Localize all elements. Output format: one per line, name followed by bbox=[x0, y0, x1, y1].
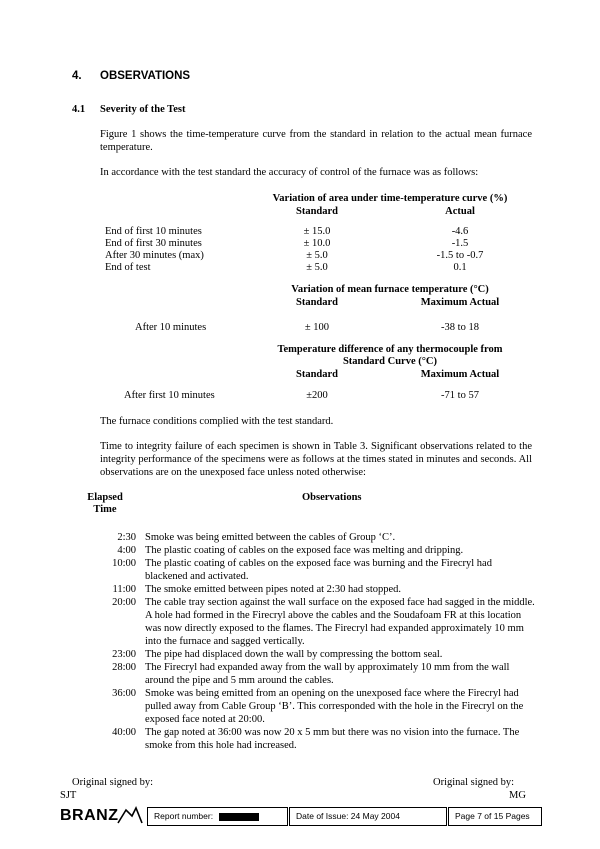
row-standard: ±200 bbox=[306, 390, 328, 401]
report-number-cell bbox=[147, 807, 288, 826]
list-item bbox=[80, 531, 540, 544]
observation-text: The plastic coating of cables on the exposed face was burning and the Firecryl had blackened and activated. bbox=[145, 558, 492, 582]
observation-time: 11:00 bbox=[112, 584, 136, 595]
list-item bbox=[80, 583, 540, 596]
observation-time: 36:00 bbox=[112, 688, 136, 699]
paragraph-accuracy: In accordance with the test standard the accuracy of control of the furnace was as follows: bbox=[100, 167, 479, 178]
table-row bbox=[0, 321, 600, 334]
report-number-label: Report number: bbox=[154, 811, 214, 821]
column-header-actual: Maximum Actual bbox=[420, 369, 500, 380]
observation-text: The gap noted at 36:00 was now 20 x 5 mm but there was no vision into the furnace. The smoke from this hole had increased. bbox=[145, 727, 520, 751]
observation-text: Smoke was being emitted between the cables of Group ‘C’. bbox=[145, 532, 396, 543]
house-logo-icon bbox=[117, 806, 143, 824]
table-row bbox=[0, 261, 600, 274]
row-standard: ± 15.0 bbox=[303, 226, 331, 237]
observation-text: The Firecryl had expanded away from the wall by approximately 10 mm from the wall around the pipe and 5 mm around the cables. bbox=[145, 662, 510, 686]
column-header-actual: Maximum Actual bbox=[420, 297, 500, 308]
row-label: After first 10 minutes bbox=[124, 390, 215, 401]
table-title-line2: Standard Curve (°C) bbox=[342, 356, 438, 367]
column-header-standard: Standard bbox=[295, 297, 338, 308]
observation-time: 2:30 bbox=[117, 532, 136, 543]
row-actual: 0.1 bbox=[453, 262, 467, 273]
table-row bbox=[0, 389, 600, 402]
table-title: Variation of area under time-temperature curve (%) bbox=[272, 193, 508, 204]
list-item bbox=[80, 687, 540, 726]
observation-time: 28:00 bbox=[112, 662, 136, 673]
list-item bbox=[80, 648, 540, 661]
row-standard: ± 5.0 bbox=[306, 250, 328, 261]
observations-time-header: Elapsed bbox=[87, 492, 123, 503]
observations-header: Observations bbox=[302, 492, 362, 503]
row-actual: -38 to 18 bbox=[441, 322, 479, 333]
row-standard: ± 10.0 bbox=[303, 238, 331, 249]
signature-left-label: Original signed by: bbox=[72, 777, 154, 788]
observations-list bbox=[80, 531, 540, 752]
observation-text: Smoke was being emitted from an opening on the unexposed face where the Firecryl had pulled away from Cable Group ‘B’. This corresponded with the hole in the Firecryl on the exposed face noted at 20:00. bbox=[145, 688, 524, 725]
observation-text: The cable tray section against the wall surface on the exposed face had sagged in the middle. A hole had formed in the Firecryl above the cables and the Soudafoam FR at this location was now directly exposed to the flames. The Firecryl had expanded approximately 10 mm into the furnace and sagged vertically. bbox=[145, 597, 535, 647]
observation-time: 40:00 bbox=[112, 727, 136, 738]
row-standard: ± 5.0 bbox=[306, 262, 328, 273]
redacted-block bbox=[219, 813, 259, 821]
observation-time: 4:00 bbox=[117, 545, 136, 556]
row-label: After 10 minutes bbox=[135, 322, 207, 333]
signature-right-label: Original signed by: bbox=[433, 777, 515, 788]
table-title: Temperature difference of any thermocouple from bbox=[277, 344, 503, 355]
row-actual: -1.5 bbox=[451, 238, 469, 249]
signature-right-name: MG bbox=[509, 790, 526, 801]
list-item bbox=[80, 596, 540, 648]
observation-text: The plastic coating of cables on the exposed face was melting and dripping. bbox=[145, 545, 464, 556]
paragraph-integrity: Time to integrity failure of each specimen is shown in Table 3. Significant observations related to the integrity performance of the specimens were as follows at the times stated in minutes and seconds. All observations are on the unexposed face unless noted otherwise: bbox=[100, 441, 532, 478]
observation-time: 23:00 bbox=[112, 649, 136, 660]
paragraph-figure-1: Figure 1 shows the time-temperature curve from the standard in relation to the actual mean furnace temperature. bbox=[100, 129, 532, 153]
branz-logo: BRANZ bbox=[60, 807, 119, 824]
observations-time-header-line2: Time bbox=[93, 504, 117, 515]
section-title: OBSERVATIONS bbox=[100, 70, 191, 82]
section-number: 4. bbox=[72, 70, 82, 82]
table-title: Variation of mean furnace temperature (°C) bbox=[291, 284, 489, 295]
column-header-standard: Standard bbox=[295, 369, 338, 380]
observation-text: The pipe had displaced down the wall by compressing the bottom seal. bbox=[145, 649, 443, 660]
row-actual: -1.5 to -0.7 bbox=[436, 250, 484, 261]
row-actual: -71 to 57 bbox=[441, 390, 479, 401]
signature-left-name: SJT bbox=[60, 790, 77, 801]
observation-text: The smoke emitted between pipes noted at 2:30 had stopped. bbox=[145, 584, 402, 595]
paragraph-compliance: The furnace conditions complied with the test standard. bbox=[100, 416, 334, 427]
date-cell: Date of Issue: 24 May 2004 bbox=[289, 807, 447, 826]
subsection-title: Severity of the Test bbox=[100, 104, 186, 115]
row-standard: ± 100 bbox=[304, 322, 330, 333]
list-item bbox=[80, 544, 540, 557]
row-label: End of first 10 minutes bbox=[105, 226, 202, 237]
column-header-actual: Actual bbox=[445, 206, 475, 217]
row-actual: -4.6 bbox=[451, 226, 469, 237]
row-label: End of first 30 minutes bbox=[105, 238, 202, 249]
list-item bbox=[80, 661, 540, 687]
list-item bbox=[80, 557, 540, 583]
subsection-number: 4.1 bbox=[72, 104, 86, 115]
row-label: End of test bbox=[105, 262, 151, 273]
observation-time: 20:00 bbox=[112, 597, 136, 608]
page-number-cell: Page 7 of 15 Pages bbox=[448, 807, 542, 826]
row-label: After 30 minutes (max) bbox=[105, 250, 204, 261]
observation-time: 10:00 bbox=[112, 558, 136, 569]
list-item bbox=[80, 726, 540, 752]
column-header-standard: Standard bbox=[295, 206, 338, 217]
